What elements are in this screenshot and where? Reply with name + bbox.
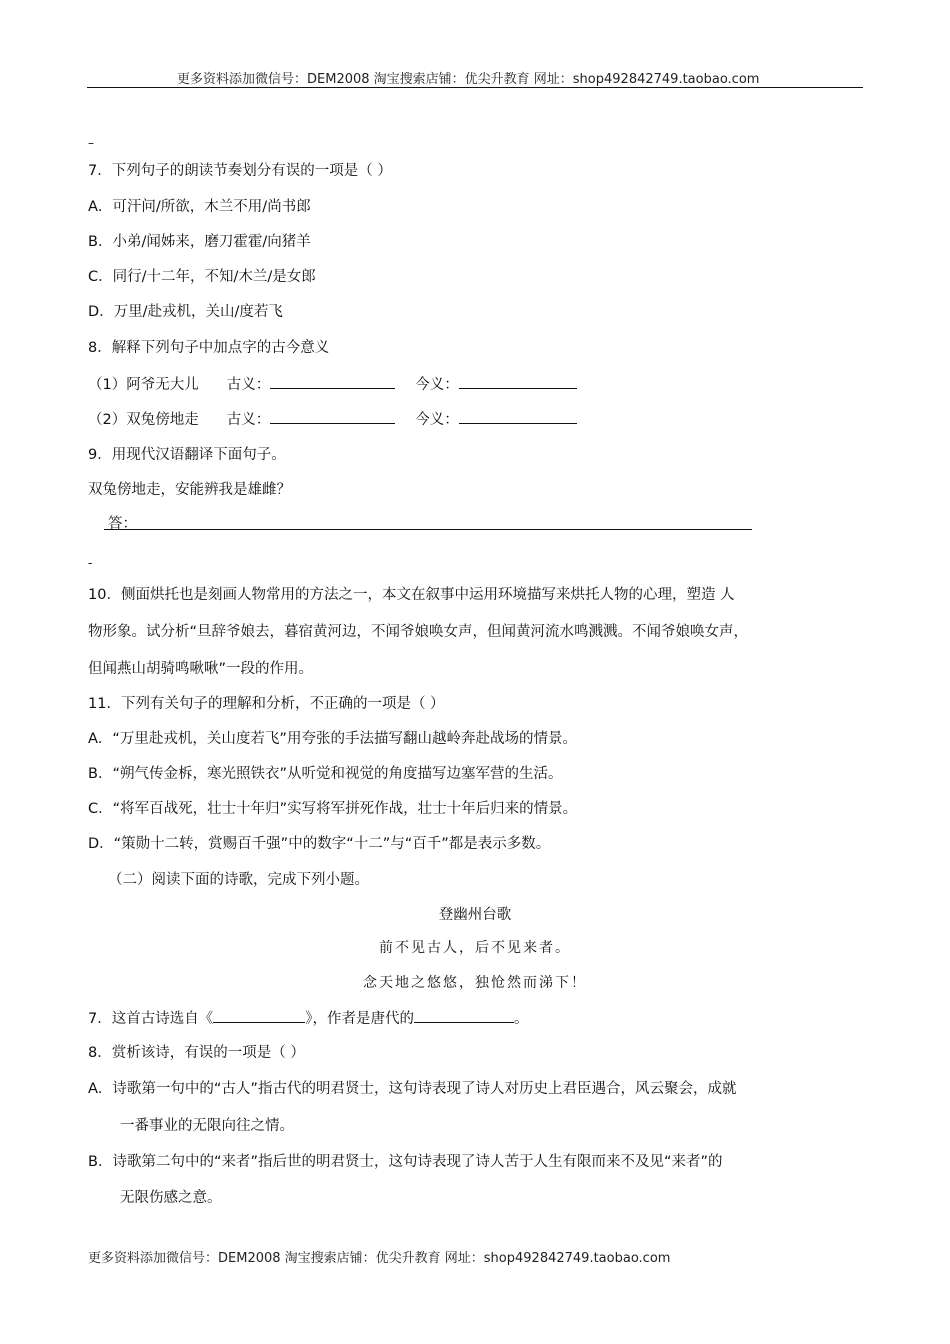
- page-footer: 更多资料添加微信号：DEM2008 淘宝搜索店铺：优尖升教育 网址：shop492842749.taobao.com: [88, 1251, 671, 1266]
- poem-title: 登幽州台歌: [438, 907, 512, 923]
- q8b-option-a-line-2: 一番事业的无限向往之情。: [120, 1118, 294, 1134]
- q11-option-b: B．“朔气传金柝，寒光照铁衣”从听觉和视觉的角度描写边塞军营的生活。: [88, 766, 563, 782]
- author-blank[interactable]: [414, 1008, 514, 1023]
- q7b-part-3: 。: [513, 1011, 529, 1027]
- q7b-part-1: 7．这首古诗选自《: [88, 1011, 214, 1027]
- header-rule: [87, 87, 863, 88]
- stray-dash-mark-2: -: [88, 556, 93, 570]
- modern-meaning-label: 今义：: [415, 377, 459, 393]
- q8b-stem: 8．赏析该诗，有误的一项是（ ）: [88, 1045, 305, 1061]
- q7-option-d: D．万里/赴戎机，关山/度若飞: [88, 304, 283, 320]
- q8-item-2: [88, 409, 577, 430]
- q7-stem: 7．下列句子的朗读节奏划分有误的一项是（ ）: [88, 163, 392, 179]
- q10-text-line-3: 但闻燕山胡骑鸣啾啾”一段的作用。: [88, 661, 314, 677]
- poem-line-2: 念天地之悠悠，独怆然而涕下！: [363, 975, 587, 991]
- section2-intro: （二）阅读下面的诗歌，完成下列小题。: [108, 872, 369, 888]
- ancient-meaning-label: 古义：: [226, 412, 271, 428]
- source-book-blank[interactable]: [213, 1008, 305, 1023]
- q11-option-d: D．“策勋十二转，赏赐百千强”中的数字“十二”与“百千”都是表示多数。: [88, 836, 551, 852]
- ancient-meaning-blank-2[interactable]: [270, 409, 395, 424]
- q8-stem: 8．解释下列句子中加点字的古今意义: [88, 340, 330, 356]
- q10-text-line-1: 10．侧面烘托也是刻画人物常用的方法之一，本文在叙事中运用环境描写来烘托人物的心理，塑造 人: [88, 587, 735, 603]
- stray-dash-mark: –: [88, 136, 94, 150]
- q8-item-2-label: （2）双兔傍地走: [88, 412, 199, 428]
- ancient-meaning-blank-1[interactable]: [270, 374, 395, 389]
- q8b-option-b-line-2: 无限伤感之意。: [120, 1190, 222, 1206]
- q9-stem: 9．用现代汉语翻译下面句子。: [88, 447, 286, 463]
- q7-option-c: C．同行/十二年，不知/木兰/是女郎: [88, 269, 316, 285]
- q8-item-1-label: （1）阿爷无大儿: [88, 377, 199, 393]
- q8b-option-a-line-1: A．诗歌第一句中的“古人”指古代的明君贤士，这句诗表现了诗人对历史上君臣遇合，风云聚会，成就: [88, 1081, 737, 1097]
- q11-stem: 11．下列有关句子的理解和分析，不正确的一项是（ ）: [88, 696, 445, 712]
- q8-item-1: [88, 374, 577, 395]
- q8b-option-b-line-1: B．诗歌第二句中的“来者”指后世的明君贤士，这句诗表现了诗人苦于人生有限而来不及见“来者”的: [88, 1154, 723, 1170]
- ancient-meaning-label: 古义：: [226, 377, 271, 393]
- page-header: 更多资料添加微信号：DEM2008 淘宝搜索店铺：优尖升教育 网址：shop492842749.taobao.com: [177, 72, 760, 87]
- q7b-stem: [88, 1008, 528, 1029]
- q9-answer-line[interactable]: [104, 529, 752, 530]
- q9-answer-label: 答：: [108, 516, 137, 532]
- q9-sentence: 双兔傍地走，安能辨我是雄雌？: [88, 482, 291, 498]
- modern-meaning-label: 今义：: [415, 412, 459, 428]
- q7b-part-2: 》，作者是唐代的: [305, 1011, 414, 1027]
- modern-meaning-blank-2[interactable]: [459, 409, 577, 424]
- q11-option-c: C．“将军百战死，壮士十年归”实写将军拼死作战，壮士十年后归来的情景。: [88, 801, 578, 817]
- q11-option-a: A．“万里赴戎机，关山度若飞”用夸张的手法描写翻山越岭奔赴战场的情景。: [88, 731, 577, 747]
- q7-option-a: A．可汗问/所欲，木兰不用/尚书郎: [88, 199, 311, 215]
- poem-line-1: 前不见古人，后不见来者。: [379, 940, 571, 956]
- q10-text-line-2: 物形象。试分析“旦辞爷娘去，暮宿黄河边，不闻爷娘唤女声，但闻黄河流水鸣溅溅。不闻爷娘唤女声，: [88, 624, 749, 640]
- q7-option-b: B．小弟/闻姊来，磨刀霍霍/向猪羊: [88, 234, 311, 250]
- modern-meaning-blank-1[interactable]: [459, 374, 577, 389]
